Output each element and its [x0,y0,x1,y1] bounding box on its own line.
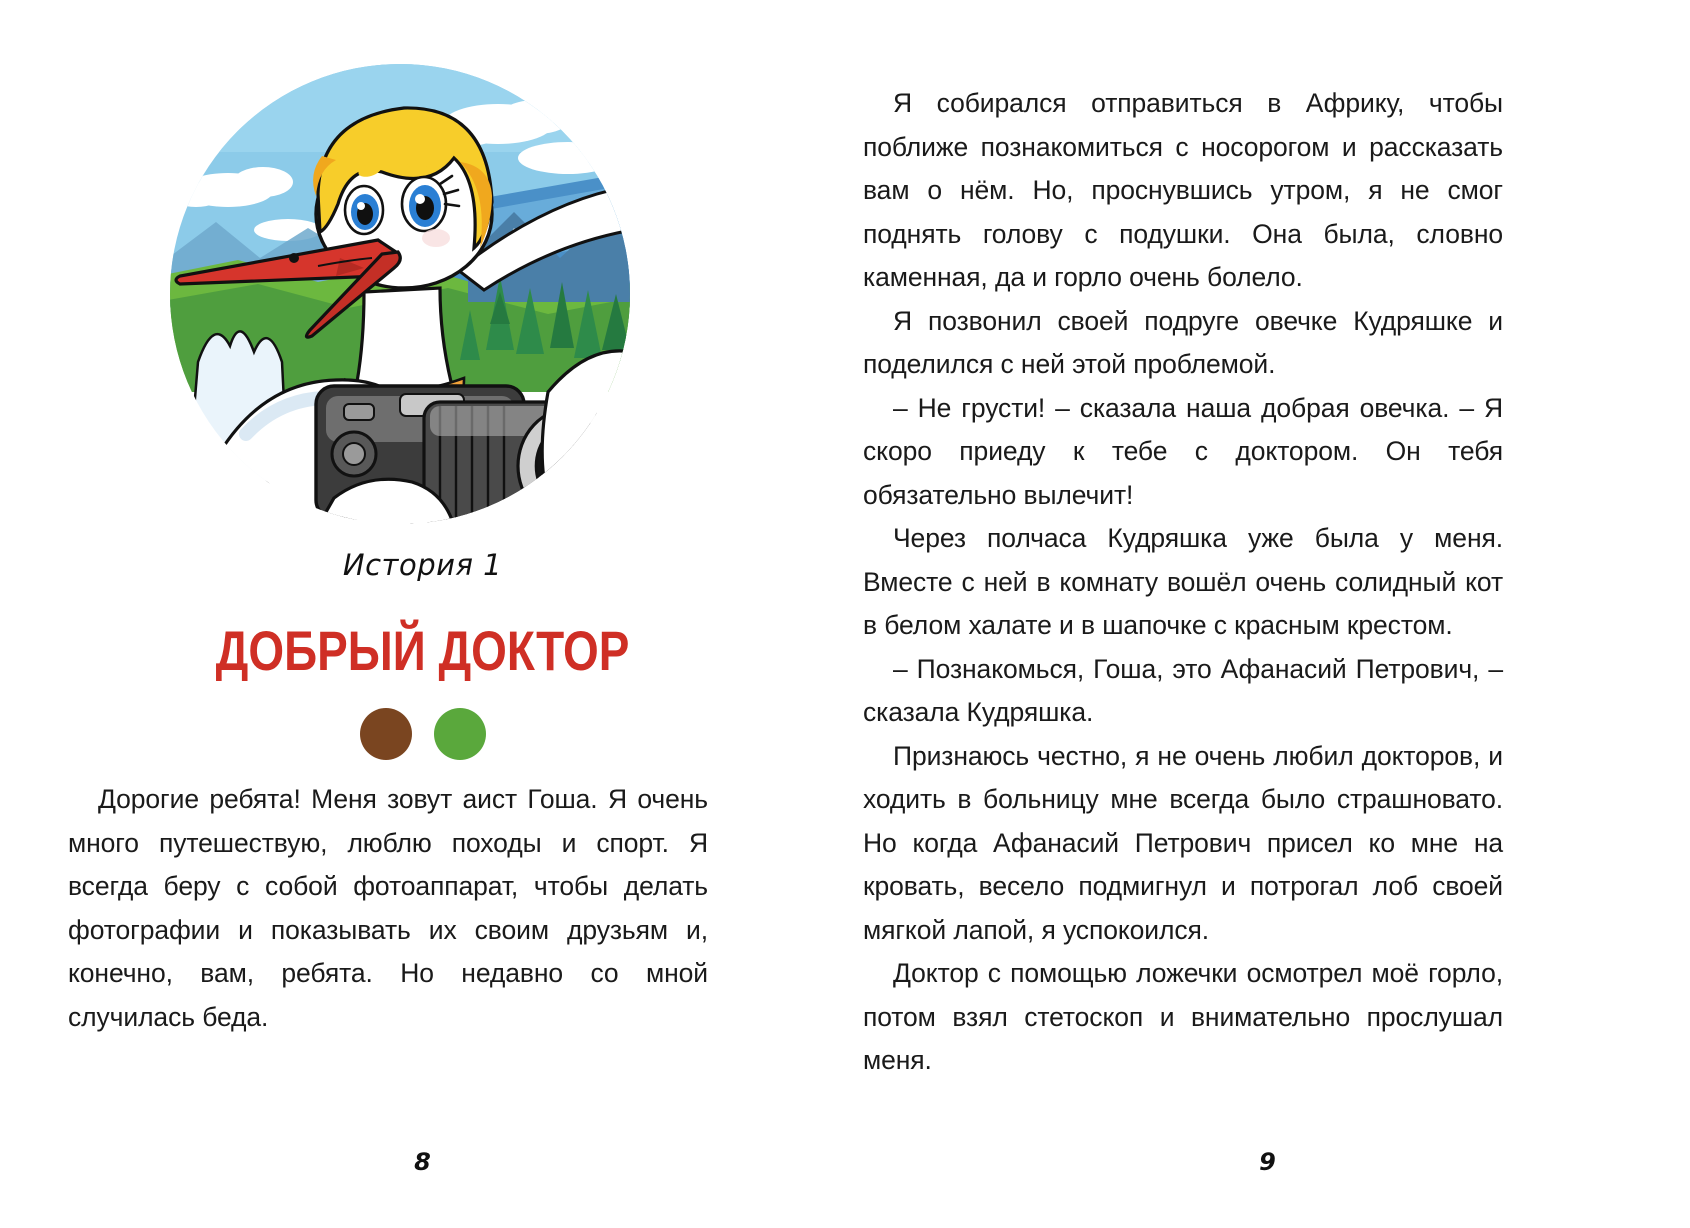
right-page [845,0,1690,1228]
story-title: ДОБРЫЙ ДОКТОР [215,619,630,682]
page-number-right: 9 [1259,1148,1276,1176]
paragraph: Дорогие ребята! Меня зовут аист Гоша. Я очень много путешествую, люблю походы и спорт. Я всегда беру с собой фотоаппарат, чтобы делать фотографии и показывать их своим друзьям и, конечно, вам, ребята. Но недавно со мной случилась беда. [68,784,708,1032]
dot-brown-icon [360,708,412,760]
nostril [289,253,299,263]
right-page-text [863,82,1503,1083]
paragraph: Признаюсь честно, я не очень любил докторов, и ходить в больницу мне всегда было страшновато. Но когда Афанасий Петрович присел ко мне на кровать, весело подмигнул и потрогал лоб своей мягкой лапой, я успокоился. [863,740,1503,945]
cheek [422,229,450,247]
camera-lens [424,402,626,526]
paragraph: – Не грусти! – сказала наша добрая овечка. – Я скоро приеду к тебе с доктором. Он тебя обязательно вылечит! [863,392,1503,510]
illustration-scene [168,62,632,526]
story-label: История 1 [342,548,503,582]
paragraph: – Познакомься, Гоша, это Афанасий Петрович, – сказала Кудряшка. [863,653,1503,727]
paragraph: Доктор с помощью ложечки осмотрел моё горло, потом взял стетоскоп и внимательно прослушал меня. [863,958,1503,1075]
dot-green-icon [434,708,486,760]
paragraph: Я собирался отправиться в Африку, чтобы поближе познакомиться с носорогом и рассказать вам о нём. Но, проснувшись утром, я не смог поднять голову с подушки. Она была, словно каменная, да и горло очень болело. [863,88,1503,292]
page-number-left: 8 [414,1148,431,1176]
decorative-dots [0,708,845,760]
shutter-button [344,404,374,420]
eye-left [345,186,383,234]
left-page-text [68,778,708,1039]
paragraph: Через полчаса Кудряшка уже была у меня. Вместе с ней в комнату вошёл очень солидный кот в белом халате и в шапочке с красным крестом. [863,523,1503,640]
stork-gosha-illustration [168,62,632,526]
paragraph: Я позвонил своей подруге овечке Кудряшке и поделился с ней этой проблемой. [863,305,1503,379]
